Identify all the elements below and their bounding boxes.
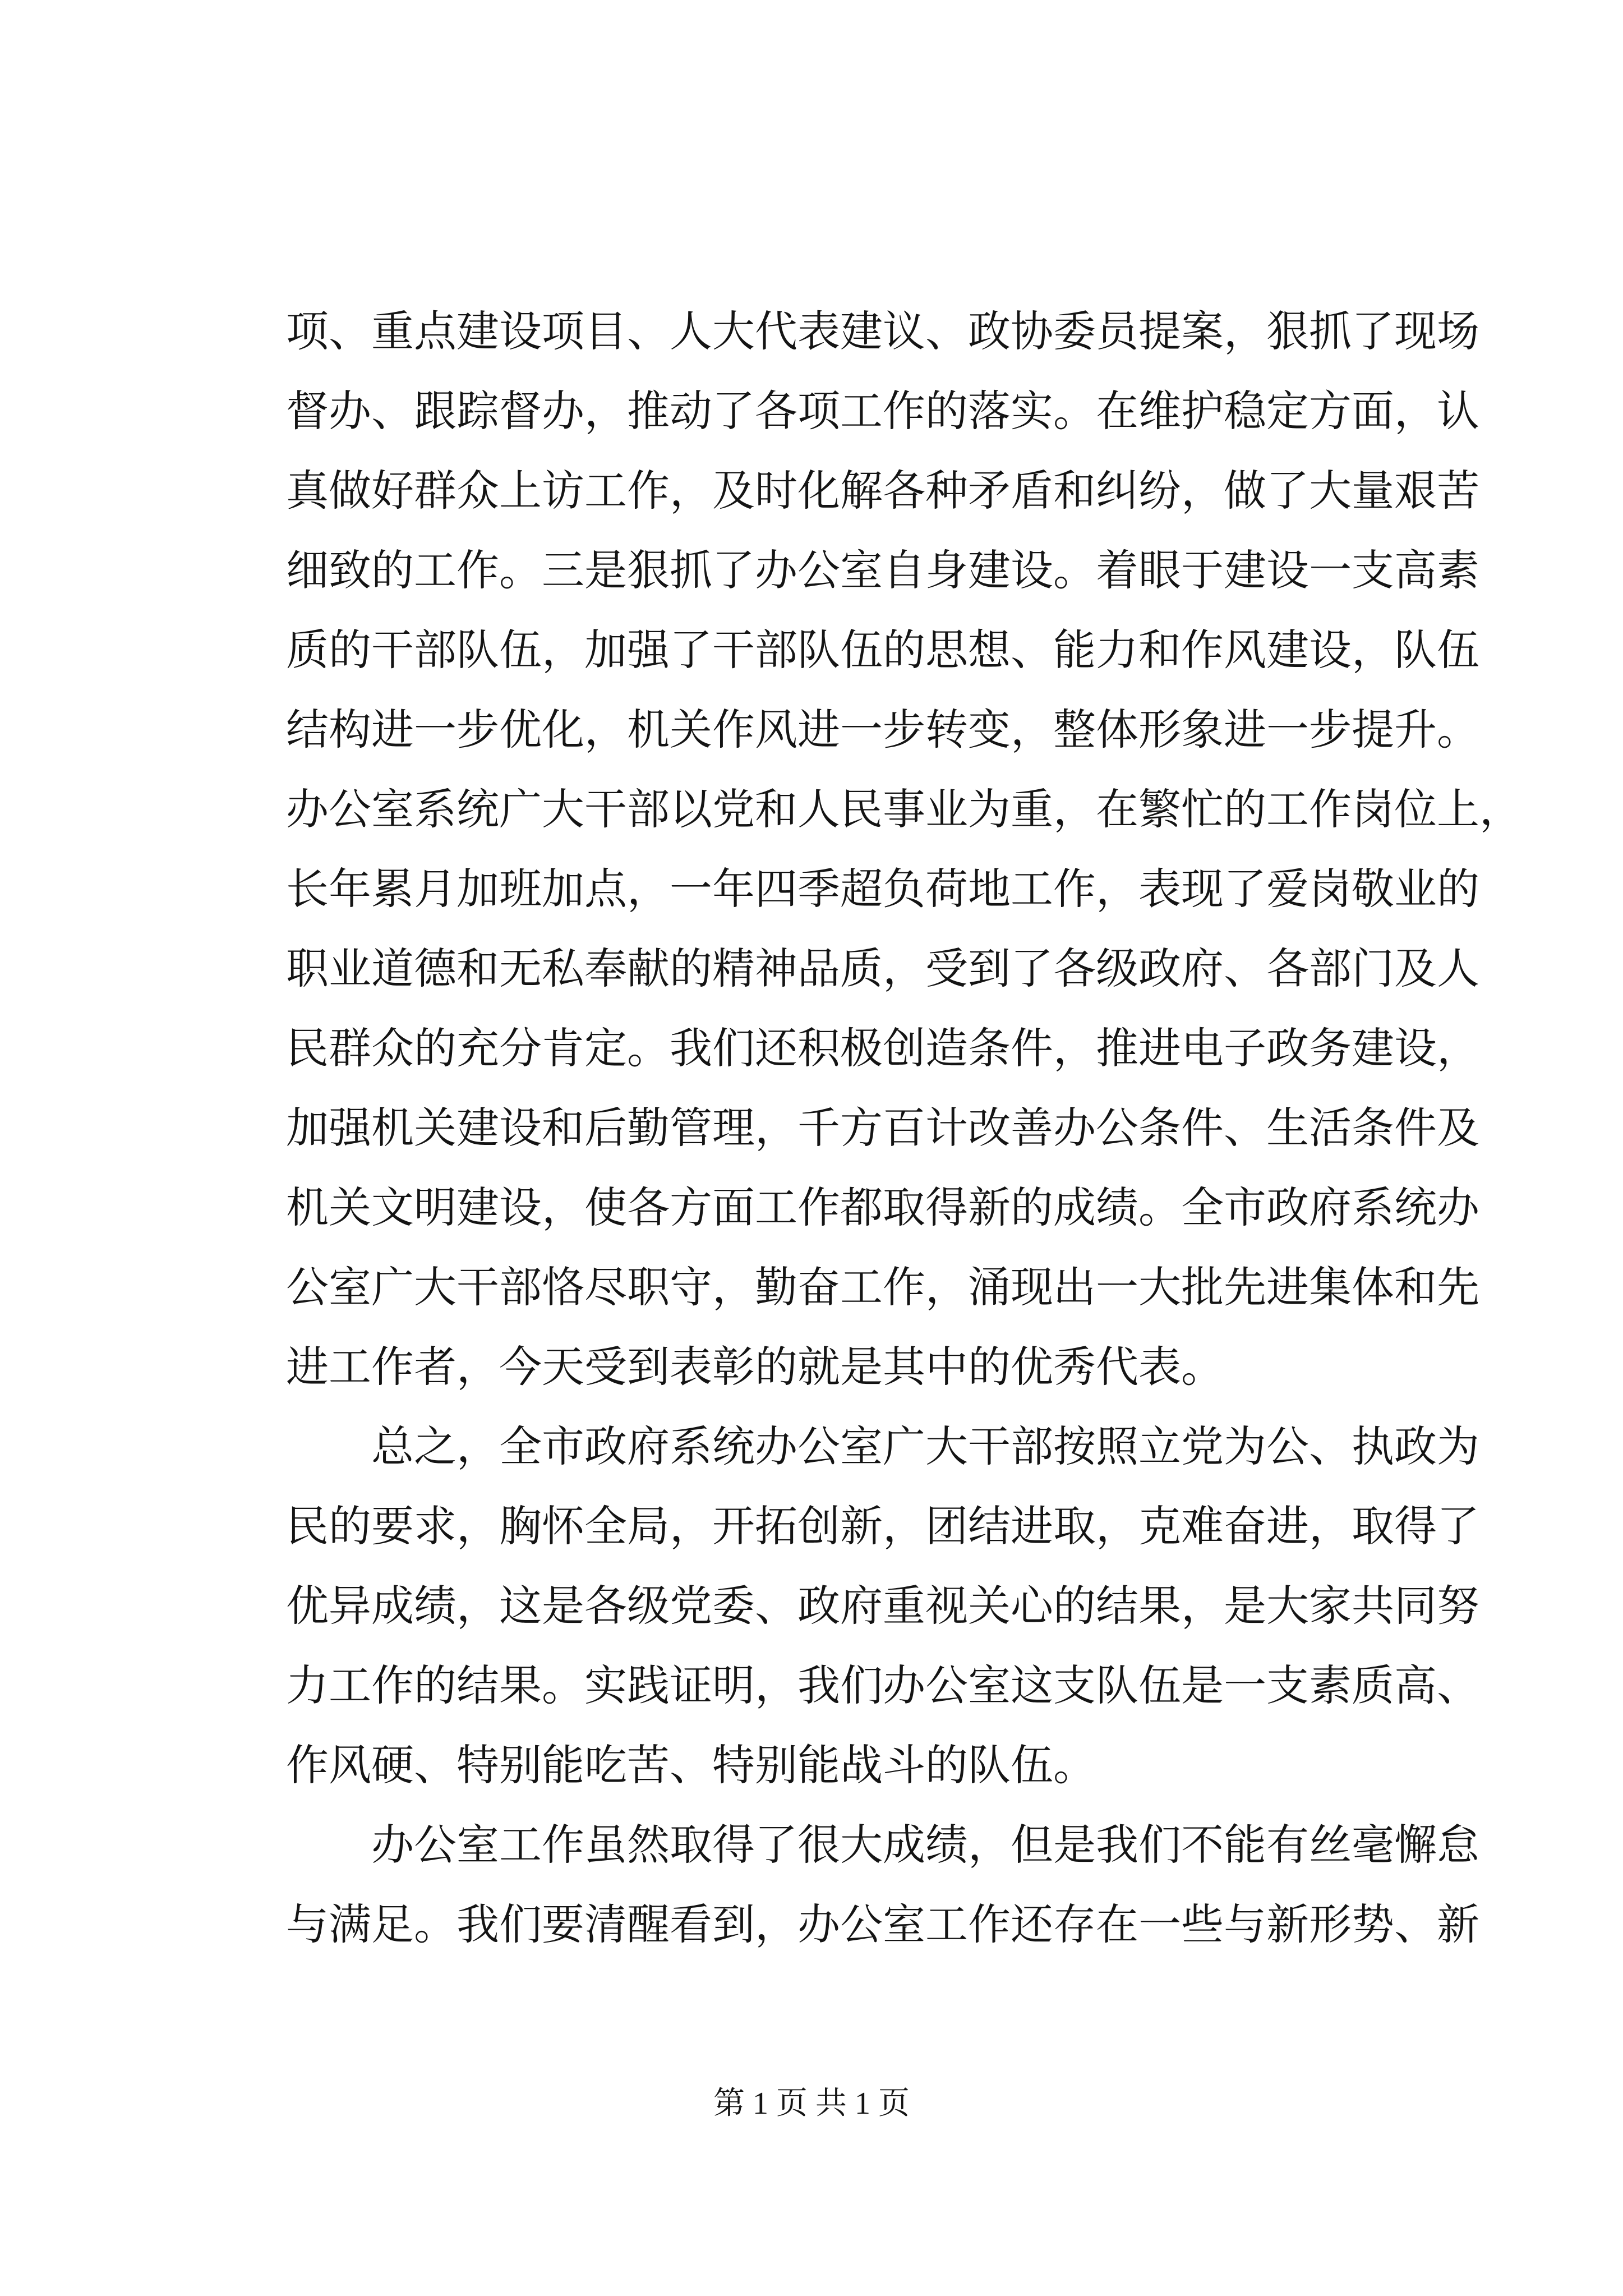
text-line: 督办、跟踪督办，推动了各项工作的落实。在维护稳定方面，认 bbox=[286, 386, 1479, 436]
text-line: 真做好群众上访工作，及时化解各种矛盾和纠纷，做了大量艰苦 bbox=[286, 466, 1479, 516]
text-line: 加强机关建设和后勤管理，千方百计改善办公条件、生活条件及 bbox=[286, 1103, 1479, 1153]
text-line: 办公室工作虽然取得了很大成绩，但是我们不能有丝毫懈怠 bbox=[371, 1820, 1479, 1870]
document-body bbox=[286, 292, 1522, 1964]
text-line: 优异成绩，这是各级党委、政府重视关心的结果，是大家共同努 bbox=[286, 1581, 1479, 1631]
text-line: 项、重点建设项目、人大代表建议、政协委员提案，狠抓了现场 bbox=[286, 306, 1479, 356]
paragraph-3 bbox=[286, 1805, 1479, 1964]
text-line: 与满足。我们要清醒看到，办公室工作还存在一些与新形势、新 bbox=[286, 1899, 1479, 1949]
text-line: 办公室系统广大干部以党和人民事业为重，在繁忙的工作岗位上， bbox=[286, 784, 1522, 834]
text-line: 细致的工作。三是狠抓了办公室自身建设。着眼于建设一支高素 bbox=[286, 545, 1479, 595]
text-line: 民群众的充分肯定。我们还积极创造条件，推进电子政务建设， bbox=[286, 1023, 1479, 1073]
text-line: 机关文明建设，使各方面工作都取得新的成绩。全市政府系统办 bbox=[286, 1182, 1479, 1232]
text-line: 进工作者，今天受到表彰的就是其中的优秀代表。 bbox=[286, 1342, 1224, 1392]
text-line: 公室广大干部恪尽职守，勤奋工作，涌现出一大批先进集体和先 bbox=[286, 1262, 1479, 1312]
text-line: 总之，全市政府系统办公室广大干部按照立党为公、执政为 bbox=[371, 1421, 1479, 1471]
text-line: 民的要求，胸怀全局，开拓创新，团结进取，克难奋进，取得了 bbox=[286, 1501, 1479, 1551]
text-line: 作风硬、特别能吃苦、特别能战斗的队伍。 bbox=[286, 1740, 1096, 1790]
text-line: 力工作的结果。实践证明，我们办公室这支队伍是一支素质高、 bbox=[286, 1660, 1479, 1710]
text-line: 质的干部队伍，加强了干部队伍的思想、能力和作风建设，队伍 bbox=[286, 625, 1479, 675]
text-line: 职业道德和无私奉献的精神品质，受到了各级政府、各部门及人 bbox=[286, 944, 1479, 993]
paragraph-1 bbox=[286, 292, 1522, 1407]
text-line: 长年累月加班加点，一年四季超负荷地工作，表现了爱岗敬业的 bbox=[286, 864, 1479, 914]
paragraph-2 bbox=[286, 1407, 1479, 1805]
text-line: 结构进一步优化，机关作风进一步转变，整体形象进一步提升。 bbox=[286, 705, 1479, 754]
page-number-footer: 第 1 页 共 1 页 bbox=[713, 2086, 910, 2121]
